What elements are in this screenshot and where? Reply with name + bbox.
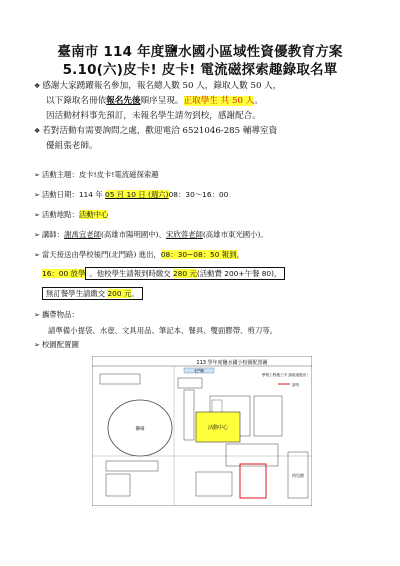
fee-box: 。他校學生請報到時繳交 280 元(活動費 200+午餐 80)， bbox=[85, 267, 285, 280]
intro-line-1: ❖ 感謝大家踴躍報名參加，報名總人數 50 人，錄取人數 50 人， bbox=[34, 79, 374, 94]
intro-line-4: ❖ 若對活動有需要詢問之處，歡迎電洽 6521046-285 輔導室資 bbox=[34, 124, 374, 139]
arrow-bullet-icon: ➢ bbox=[34, 231, 40, 239]
item-bring-list: 請準備小提袋、水壺、文具用品、筆記本、餐具、雙面膠帶、剪刀等。 bbox=[48, 326, 278, 335]
legend-arrow-label: 請勿 bbox=[292, 383, 300, 387]
diamond-bullet-icon: ❖ bbox=[34, 82, 41, 90]
arrow-bullet-icon: ➢ bbox=[34, 341, 40, 349]
arrow-bullet-icon: ➢ bbox=[34, 311, 40, 319]
admitted-count: 正取學生 共 50 人 bbox=[183, 96, 255, 106]
no-meal-box: 無訂餐學生請繳交 200 元。 bbox=[42, 287, 143, 300]
activity-center-label: 活動中心 bbox=[207, 425, 229, 431]
legend-note: 學校工程施工中 請改道進出！ bbox=[262, 373, 310, 377]
item-pickup: ➢ 當天接送由學校後門(北門路) 進出，08：30~08：50 報到， bbox=[34, 250, 244, 259]
map-title: 113 學年度鹽水國小校園配置圖 bbox=[196, 360, 268, 366]
intro-line-3: 因活動材料事先預訂，未報名學生請勿到校，感謝配合。 bbox=[46, 111, 261, 121]
track-label: 操場 bbox=[135, 427, 145, 432]
kindergarten-label: 幼兒園 bbox=[292, 473, 304, 478]
intro-notice bbox=[34, 79, 374, 154]
arrow-bullet-icon: ➢ bbox=[34, 211, 40, 219]
gate-label: 北門路 bbox=[193, 369, 205, 373]
title-line-2: 5.10(六)皮卡! 皮卡! 電流磁探索趣錄取名單 bbox=[62, 62, 338, 78]
item-date: ➢ 活動日期：114 年 05 月 10 日 (週六)08：30～16：00 bbox=[34, 190, 229, 199]
item-bring: ➢ 攜帶物品： bbox=[34, 310, 79, 319]
diamond-bullet-icon: ❖ bbox=[34, 127, 41, 135]
item-place: ➢ 活動地點：活動中心 bbox=[34, 210, 109, 219]
arrow-bullet-icon: ➢ bbox=[34, 171, 40, 179]
item-no-meal bbox=[42, 289, 143, 299]
arrow-bullet-icon: ➢ bbox=[34, 251, 40, 259]
campus-map bbox=[92, 356, 312, 506]
item-theme: ➢ 活動主題：皮卡!皮卡!電流磁探索趣 bbox=[34, 170, 159, 179]
item-dismiss: 16：00 放學 。他校學生請報到時繳交 280 元(活動費 200+午餐 80)， bbox=[42, 269, 285, 279]
item-lecturer: ➢ 講師：謝禹宜老師(高雄市陽明國中)、宋欣蓉老師(高雄市東光國小)。 bbox=[34, 230, 268, 239]
item-map-label: ➢ 校園配置圖 bbox=[34, 340, 79, 349]
intro-line-2: 以下錄取名冊依報名先後順序呈現。正取學生 共 50 人。 bbox=[46, 96, 263, 106]
arrow-bullet-icon: ➢ bbox=[34, 191, 40, 199]
intro-line-5: 優組張老師。 bbox=[46, 141, 98, 151]
title-line-1: 臺南市 114 年度鹽水國小區域性資優教育方案 bbox=[57, 44, 343, 60]
